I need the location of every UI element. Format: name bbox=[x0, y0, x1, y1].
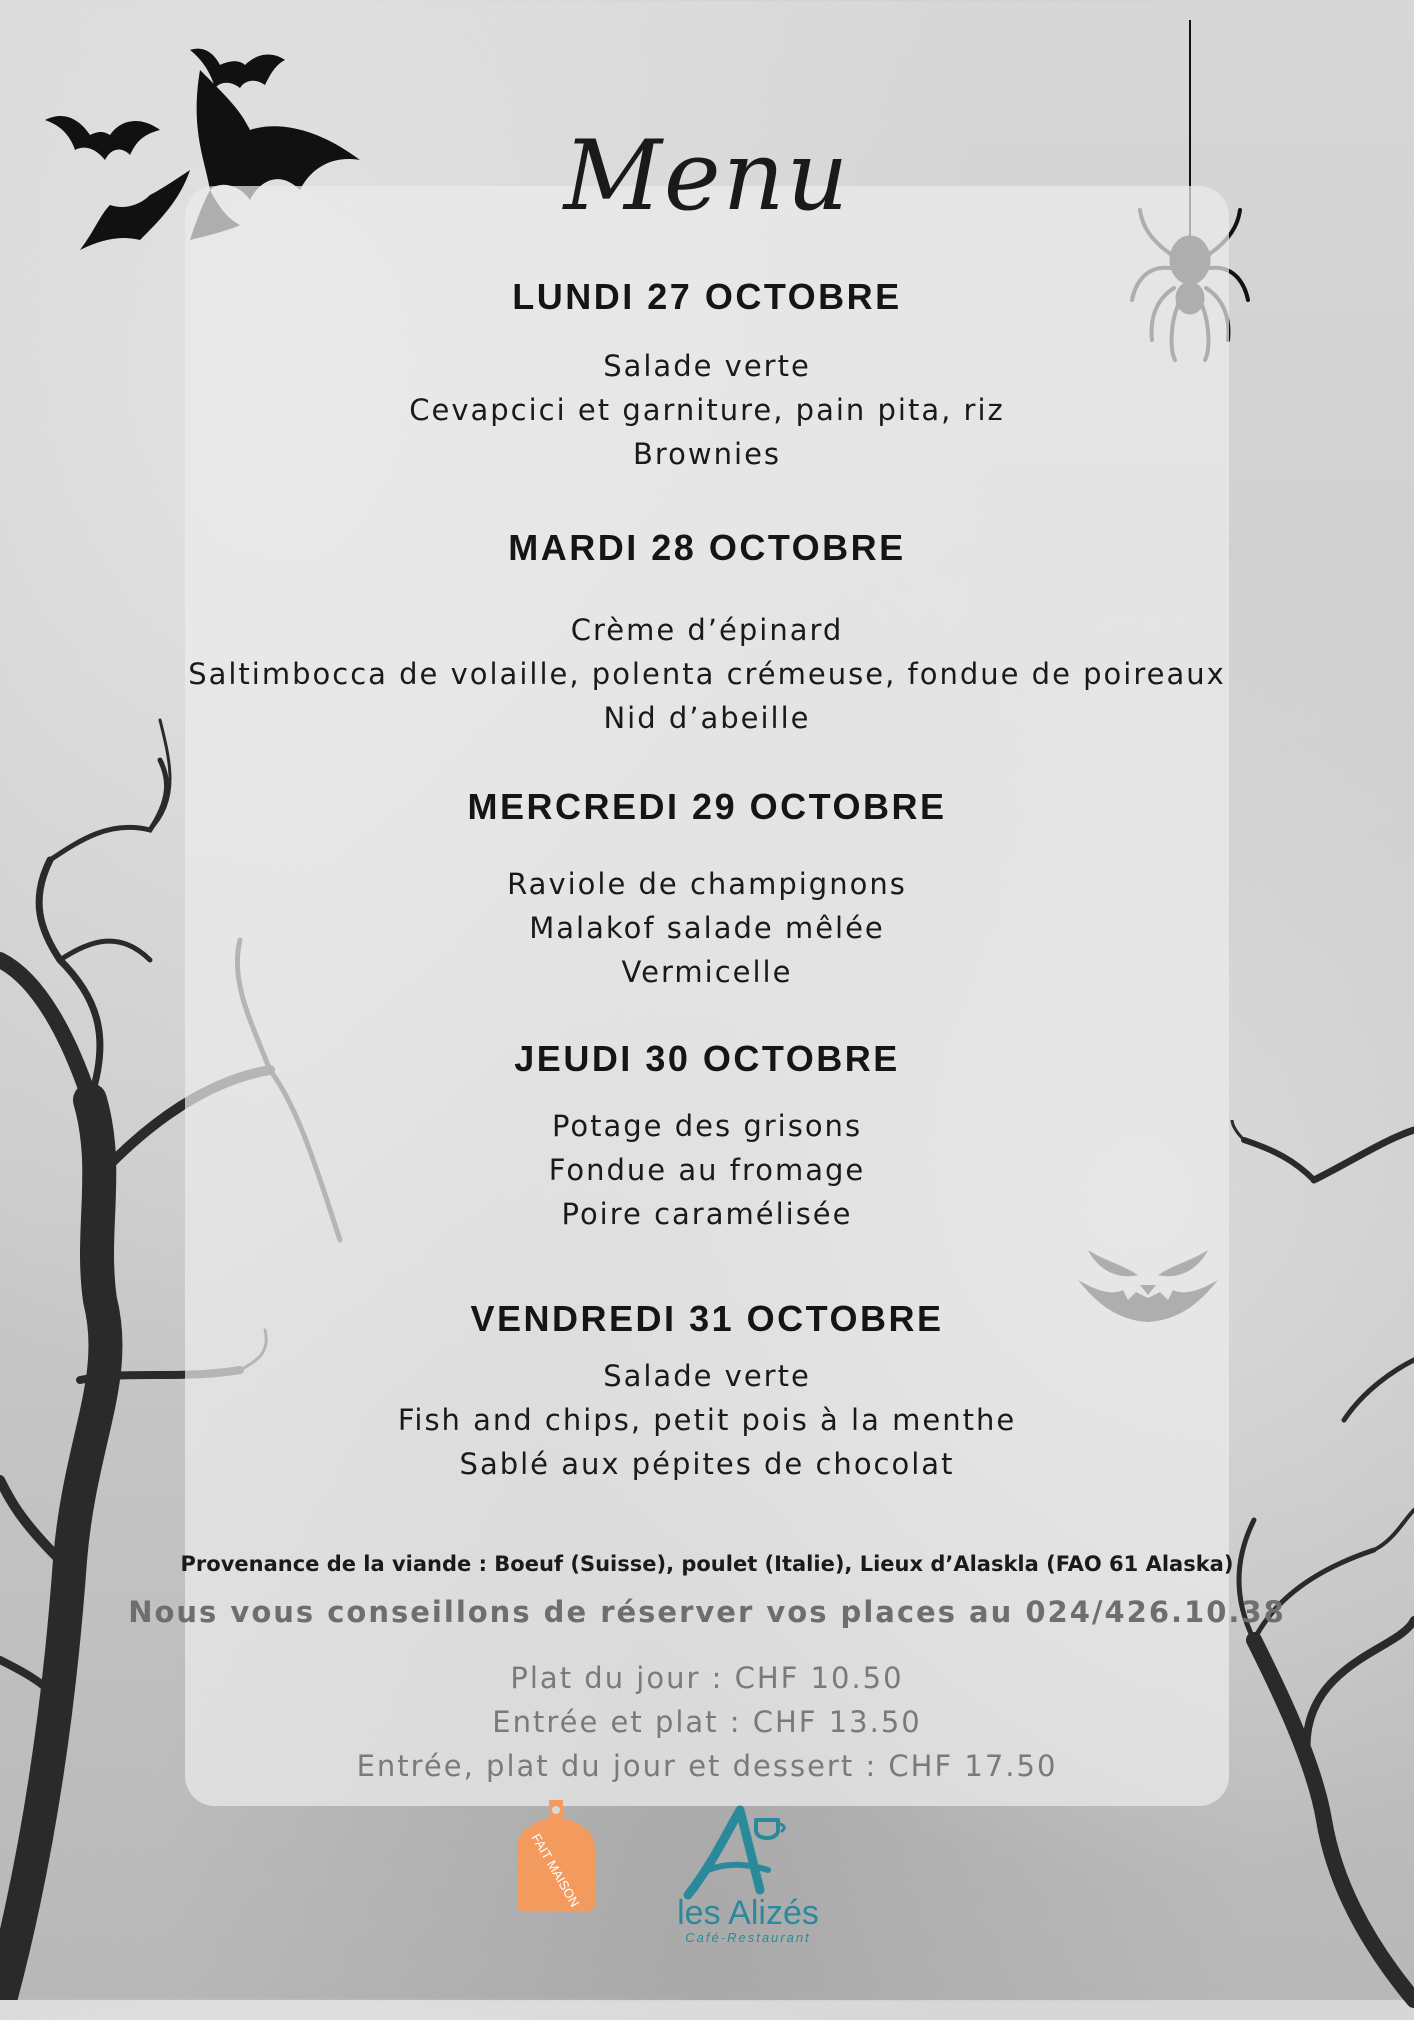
restaurant-subtitle: Café-Restaurant bbox=[685, 1930, 811, 1945]
day-heading: VENDREDI 31 OCTOBRE bbox=[470, 1298, 944, 1339]
menu-item: Sablé aux pépites de chocolat bbox=[459, 1447, 955, 1481]
day-items bbox=[0, 1354, 1414, 1486]
page-title: Menu bbox=[563, 120, 851, 232]
price-item: Plat du jour : CHF 10.50 bbox=[510, 1661, 904, 1695]
menu-item: Nid d’abeille bbox=[603, 701, 811, 735]
menu-item: Vermicelle bbox=[621, 955, 793, 989]
price-item: Entrée et plat : CHF 13.50 bbox=[492, 1705, 922, 1739]
menu-item: Poire caramélisée bbox=[561, 1197, 853, 1231]
price-list bbox=[0, 1656, 1414, 1788]
menu-item: Salade verte bbox=[603, 1359, 811, 1393]
day-items bbox=[0, 862, 1414, 994]
day-items bbox=[0, 608, 1414, 740]
menu-item: Brownies bbox=[632, 437, 782, 471]
menu-item: Potage des grisons bbox=[551, 1109, 863, 1143]
day-items bbox=[0, 344, 1414, 476]
menu-item: Saltimbocca de volaille, polenta crémeuse, fondue de poireaux bbox=[188, 657, 1226, 691]
menu-item: Raviole de champignons bbox=[507, 867, 907, 901]
day-heading: JEUDI 30 OCTOBRE bbox=[514, 1038, 900, 1079]
day-heading: MERCREDI 29 OCTOBRE bbox=[467, 786, 947, 827]
fait-maison-logo bbox=[515, 1800, 597, 1912]
price-item: Entrée, plat du jour et dessert : CHF 17.50 bbox=[356, 1749, 1058, 1783]
meat-origin-note: Provenance de la viande : Boeuf (Suisse), poulet (Italie), Lieux d’Alaskla (FAO 61 Alaska) bbox=[180, 1552, 1234, 1576]
menu-item: Cevapcici et garniture, pain pita, riz bbox=[409, 393, 1005, 427]
fait-maison-label: FAIT MAISON bbox=[528, 1830, 583, 1910]
restaurant-name: les Alizés bbox=[677, 1894, 819, 1932]
menu-item: Malakof salade mêlée bbox=[529, 911, 885, 945]
day-heading: MARDI 28 OCTOBRE bbox=[508, 527, 906, 568]
day-items bbox=[0, 1104, 1414, 1236]
day-heading: LUNDI 27 OCTOBRE bbox=[512, 276, 902, 317]
menu-item: Salade verte bbox=[603, 349, 811, 383]
menu-item: Crème d’épinard bbox=[570, 613, 844, 647]
reservation-note: Nous vous conseillons de réserver vos places au 024/426.10.38 bbox=[128, 1595, 1286, 1629]
menu-item: Fondue au fromage bbox=[548, 1153, 866, 1187]
menu-item: Fish and chips, petit pois à la menthe bbox=[397, 1403, 1017, 1437]
